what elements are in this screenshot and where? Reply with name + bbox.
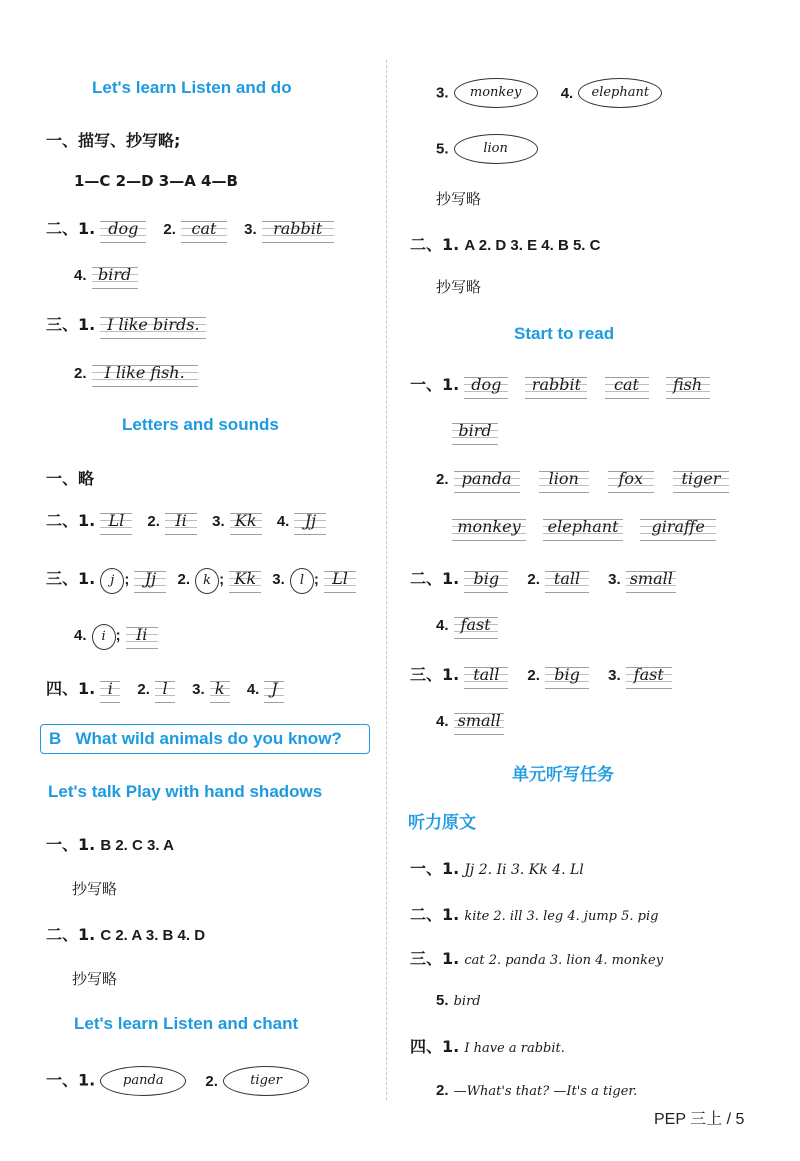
circled-letter: i bbox=[92, 624, 116, 650]
answer-line: rabbit bbox=[262, 218, 334, 244]
q1-matching-answers: 1—C 2—D 3—A 4—B bbox=[74, 172, 238, 190]
answer-line: bird bbox=[92, 264, 138, 290]
q2-row2: 4. bird bbox=[74, 264, 138, 290]
q3-row1: 三、1. I like birds. bbox=[46, 312, 206, 340]
heading-lets-learn-listen-do: Let's learn Listen and do bbox=[92, 78, 292, 97]
s5-q3-row1: 三、1. tall 2. big 3. fast bbox=[410, 662, 672, 690]
s5-q2-row1: 二、1. big 2. tall 3. small bbox=[410, 566, 676, 594]
s3-copy1: 抄写略 bbox=[72, 880, 118, 898]
s3-copy2: 抄写略 bbox=[72, 970, 118, 988]
s3-q2-row: 二、1. C 2. A 3. B 4. D bbox=[46, 925, 206, 944]
s6-q4-row2: 2. —What's that? —It's a tiger. bbox=[436, 1082, 638, 1099]
s6-q2-row: 二、1. kite 2. ill 3. leg 4. jump 5. pig bbox=[410, 905, 659, 924]
s2-q1-label: 一、略 bbox=[46, 469, 95, 488]
s5-q1b-row1: 2. panda lion fox tiger bbox=[436, 468, 729, 494]
s6-q3-row2: 5. bird bbox=[436, 992, 481, 1009]
r-cont-row1: 3. monkey 4. elephant bbox=[436, 78, 662, 108]
s6-q4-row1: 四、1. I have a rabbit. bbox=[410, 1037, 565, 1056]
circled-word: monkey bbox=[454, 78, 538, 108]
r-q2-row: 二、1. A 2. D 3. E 4. B 5. C bbox=[410, 235, 601, 254]
heading-letters-and-sounds: Letters and sounds bbox=[122, 415, 279, 434]
circled-word: tiger bbox=[223, 1066, 309, 1096]
circled-word: elephant bbox=[578, 78, 662, 108]
circled-word: lion bbox=[454, 134, 538, 164]
answer-line: I like birds. bbox=[100, 314, 206, 340]
r-copy2: 抄写略 bbox=[436, 278, 482, 296]
circled-word: panda bbox=[100, 1066, 186, 1096]
s2-q2-row: 二、1. Ll 2. Ii 3. Kk 4. Jj bbox=[46, 508, 326, 536]
q1-label: 一、描写、抄写略; bbox=[46, 131, 181, 150]
s5-q1b-row2: monkey elephant giraffe bbox=[452, 516, 716, 542]
page-footer: PEP 三上 / 5 bbox=[654, 1111, 745, 1128]
column-divider bbox=[386, 60, 387, 1100]
s5-q1-row1: 一、1. dog rabbit cat fish bbox=[410, 372, 710, 400]
circled-letter: l bbox=[290, 568, 314, 594]
answer-line: dog bbox=[100, 218, 146, 244]
heading-start-to-read: Start to read bbox=[514, 324, 615, 343]
s4-q1-row: 一、1. panda 2. tiger bbox=[46, 1066, 309, 1096]
s6-q3-row1: 三、1. cat 2. panda 3. lion 4. monkey bbox=[410, 949, 664, 968]
s2-q4-row: 四、1. i 2. l 3. k 4. J bbox=[46, 676, 284, 704]
s6-q1-row: 一、1. Jj 2. Ii 3. Kk 4. Ll bbox=[410, 859, 584, 878]
circled-letter: j bbox=[100, 568, 124, 594]
heading-lets-talk: Let's talk Play with hand shadows bbox=[48, 782, 323, 801]
answer-line: I like fish. bbox=[92, 362, 198, 388]
answer-line: cat bbox=[181, 218, 227, 244]
s5-q3-row2: 4. small bbox=[436, 710, 504, 736]
s5-q1-row2: bird bbox=[452, 420, 498, 446]
s5-q2-row2: 4. fast bbox=[436, 614, 498, 640]
q2-row1: 二、1. dog 2. cat 3. rabbit bbox=[46, 216, 334, 244]
heading-unit-dictation: 单元听写任务 bbox=[512, 765, 614, 784]
q3-row2: 2. I like fish. bbox=[74, 362, 198, 388]
heading-listening-script: 听力原文 bbox=[408, 813, 476, 832]
s2-q3-row2: 4. i ; Ii bbox=[74, 624, 158, 650]
s3-q1-row: 一、1. B 2. C 3. A bbox=[46, 835, 174, 854]
section-b-bar: B What wild animals do you know? bbox=[40, 724, 370, 754]
heading-lets-learn-chant: Let's learn Listen and chant bbox=[74, 1014, 299, 1033]
r-cont-row2: 5. lion bbox=[436, 134, 538, 164]
s2-q3-row1: 三、1. j ; Jj 2. k ; Kk 3. l ; Ll bbox=[46, 566, 356, 594]
circled-letter: k bbox=[195, 568, 219, 594]
r-copy1: 抄写略 bbox=[436, 190, 482, 208]
